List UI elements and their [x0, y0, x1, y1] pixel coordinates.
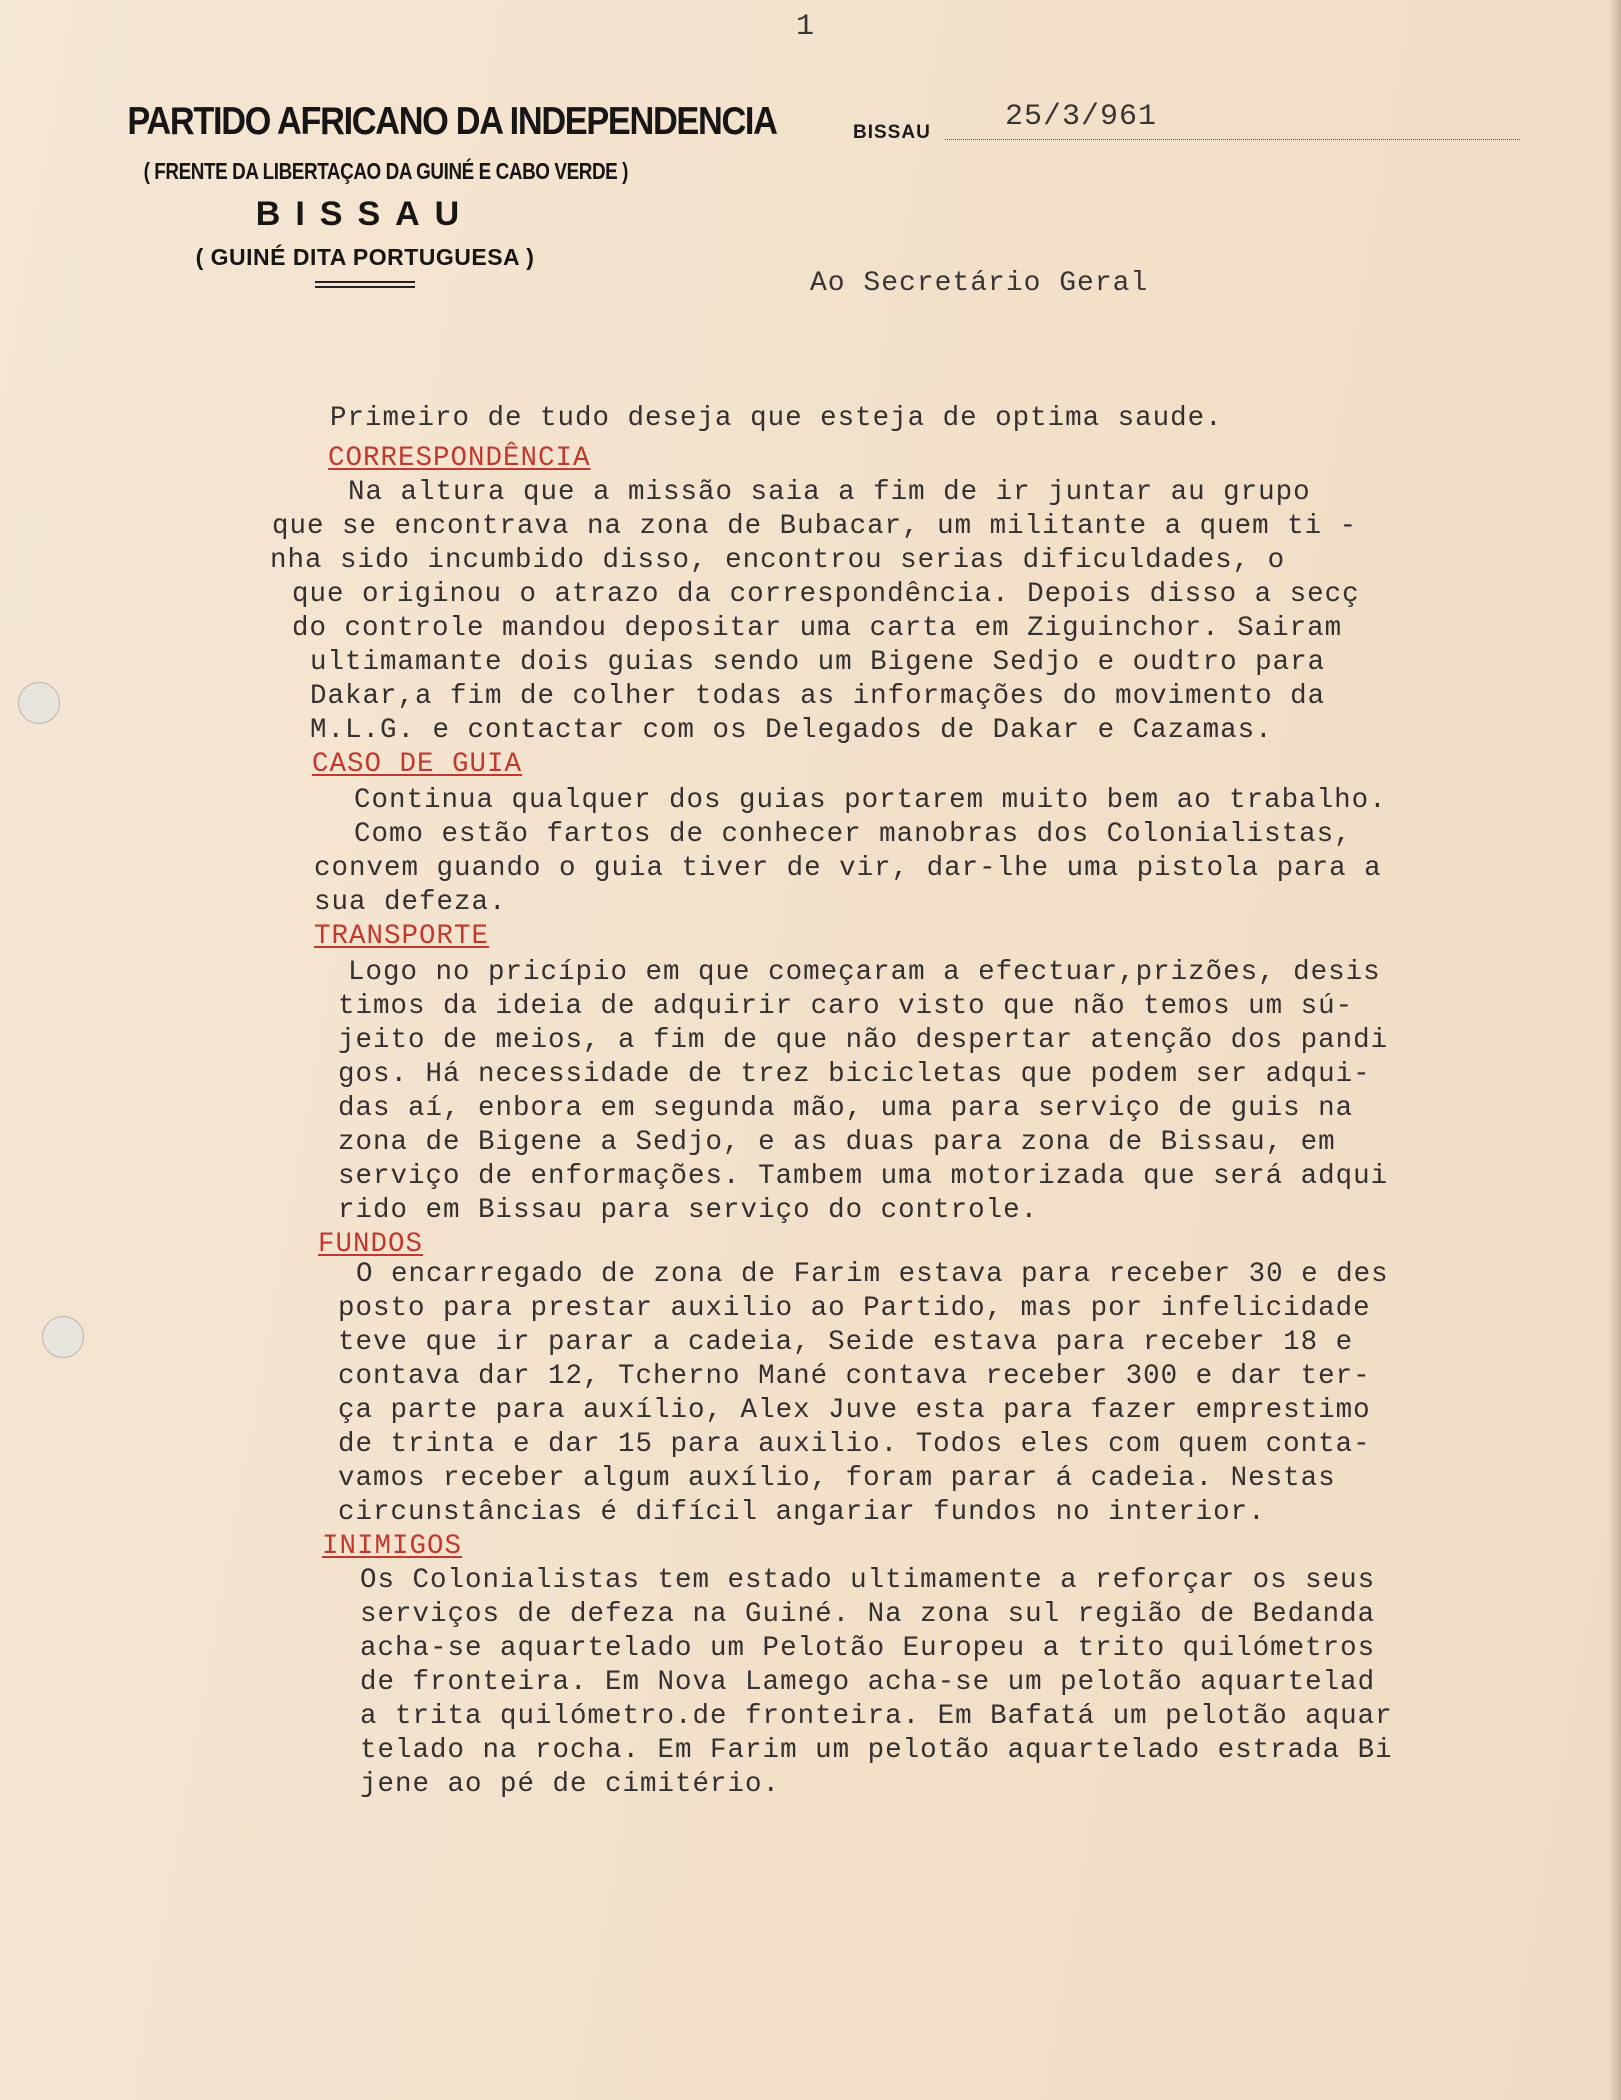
- section-fundos: [270, 1258, 1550, 1530]
- body-line: Logo no pricípio em que começaram a efectuar,prizões, desis: [348, 957, 1381, 988]
- body-line: gos. Há necessidade de trez bicicletas que podem ser adqui-: [338, 1059, 1371, 1090]
- heading-inimigos: INIMIGOS: [322, 1531, 463, 1562]
- body-line: circunstâncias é difícil angariar fundos no interior.: [338, 1497, 1266, 1528]
- body-line: que originou o atrazo da correspondência. Depois disso a secç: [292, 579, 1360, 610]
- body-line: de trinta e dar 15 para auxilio. Todos eles com quem conta-: [338, 1429, 1371, 1460]
- body-line: que se encontrava na zona de Bubacar, um militante a quem ti -: [272, 511, 1358, 542]
- body-line: Continua qualquer dos guias portarem muito bem ao trabalho.: [354, 785, 1387, 816]
- page-number: 1: [796, 10, 815, 44]
- letterhead: [95, 100, 777, 288]
- section-caso-de-guia: [270, 784, 1550, 920]
- heading-transporte: TRANSPORTE: [314, 921, 490, 952]
- body-line: jeito de meios, a fim de que não despertar atenção dos pandi: [338, 1025, 1389, 1056]
- body-line: serviços de defeza na Guiné. Na zona sul região de Bedanda: [360, 1599, 1376, 1630]
- punch-hole: [42, 1316, 84, 1358]
- section-transporte: [270, 956, 1550, 1228]
- org-name: PARTIDO AFRICANO DA INDEPENDENCIA: [127, 100, 777, 143]
- addressee: Ao Secretário Geral: [810, 268, 1149, 299]
- body-line: M.L.G. e contactar com os Delegados de Dakar e Cazamas.: [310, 715, 1273, 746]
- body-line: serviço de enformações. Tambem uma motorizada que será adqui: [338, 1161, 1389, 1192]
- body-line: ça parte para auxílio, Alex Juve esta para fazer emprestimo: [338, 1395, 1371, 1426]
- body-line: Dakar,a fim de colher todas as informações do movimento da: [310, 681, 1326, 712]
- org-region: ( GUINÉ DITA PORTUGUESA ): [195, 244, 535, 270]
- body-line: jene ao pé de cimitério.: [360, 1769, 781, 1800]
- body-line: acha-se aquartelado um Pelotão Europeu a trito quilómetros: [360, 1633, 1376, 1664]
- body-line: Na altura que a missão saia a fim de ir juntar au grupo: [348, 477, 1311, 508]
- body-line: Os Colonialistas tem estado ultimamente a reforçar os seus: [360, 1565, 1376, 1596]
- body-line: rido em Bissau para serviço do controle.: [338, 1195, 1039, 1226]
- org-subtitle: ( FRENTE DA LIBERTAÇAO DA GUINÉ E CABO VERDE ): [143, 158, 629, 184]
- letterhead-rule: [315, 281, 415, 288]
- body-line: a trita quilómetro.de fronteira. Em Bafatá um pelotão aquar: [360, 1701, 1393, 1732]
- body-line: sua defeza.: [314, 887, 507, 918]
- body-line: posto para prestar auxilio ao Partido, mas por infelicidade: [338, 1293, 1371, 1324]
- body-line: vamos receber algum auxílio, foram parar á cadeia. Nestas: [338, 1463, 1336, 1494]
- date-value: 25/3/961: [1005, 100, 1158, 134]
- body-line: O encarregado de zona de Farim estava para receber 30 e des: [356, 1259, 1389, 1290]
- body-line: teve que ir parar a cadeia, Seide estava para receber 18 e: [338, 1327, 1354, 1358]
- section-correspondencia: [270, 476, 1550, 748]
- body-line: de fronteira. Em Nova Lamego acha-se um pelotão aquartelad: [360, 1667, 1376, 1698]
- body-line: timos da ideia de adquirir caro visto que não temos um sú-: [338, 991, 1354, 1022]
- place-label: BISSAU: [853, 122, 931, 143]
- body-line: nha sido incumbido disso, encontrou serias dificuldades, o: [270, 545, 1286, 576]
- date-line: [945, 139, 1520, 140]
- org-city: BISSAU: [255, 195, 475, 233]
- body-line: convem guando o guia tiver de vir, dar-lhe uma pistola para a: [314, 853, 1382, 884]
- body-line: do controle mandou depositar uma carta em Ziguinchor. Sairam: [292, 613, 1343, 644]
- body-line: ultimamante dois guias sendo um Bigene Sedjo e oudtro para: [310, 647, 1326, 678]
- body-line: das aí, enbora em segunda mão, uma para serviço de guis na: [338, 1093, 1354, 1124]
- heading-caso-de-guia: CASO DE GUIA: [312, 749, 523, 780]
- page-edge: [1609, 0, 1621, 2100]
- body-line: contava dar 12, Tcherno Mané contava receber 300 e dar ter-: [338, 1361, 1371, 1392]
- punch-hole: [18, 682, 60, 724]
- body-line: Como estão fartos de conhecer manobras dos Colonialistas,: [354, 819, 1352, 850]
- letter-body: [270, 402, 1550, 1802]
- section-inimigos: [270, 1564, 1550, 1802]
- greeting: Primeiro de tudo deseja que esteja de optima saude.: [330, 403, 1223, 434]
- body-line: zona de Bigene a Sedjo, e as duas para zona de Bissau, em: [338, 1127, 1336, 1158]
- heading-fundos: FUNDOS: [318, 1229, 424, 1260]
- heading-correspondencia: CORRESPONDÊNCIA: [328, 443, 591, 474]
- body-line: telado na rocha. Em Farim um pelotão aquartelado estrada Bi: [360, 1735, 1393, 1766]
